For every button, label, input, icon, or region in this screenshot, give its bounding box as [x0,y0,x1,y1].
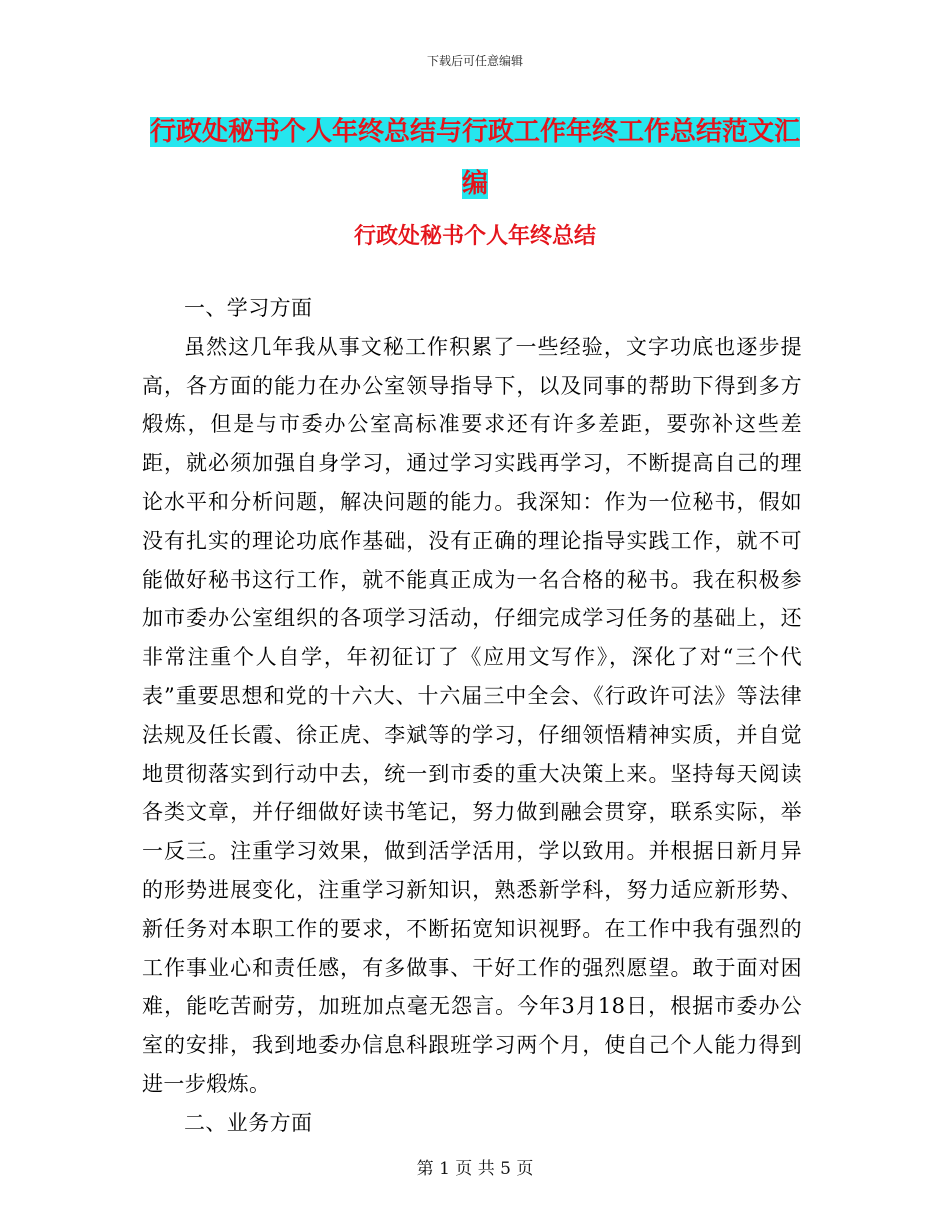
document-title-text: 行政处秘书个人年终总结与行政工作年终工作总结范文汇编 [149,117,800,199]
section-heading-business: 二、业务方面 [184,1110,313,1135]
document-body [142,289,802,1143]
paragraph-study: 虽然这几年我从事文秘工作积累了一些经验，文字功底也逐步提高，各方面的能力在办公室领导指导下，以及同事的帮助下得到多方煅炼，但是与市委办公室高标准要求还有许多差距，要弥补这些差距，就必须加强自身学习，通过学习实践再学习，不断提高自己的理论水平和分析问题，解决问题的能力。我深知：作为一位秘书，假如没有扎实的理论功底作基础，没有正确的理论指导实践工作，就不可能做好秘书这行工作，就不能真正成为一名合格的秘书。我在积极参加市委办公室组织的各项学习活动，仔细完成学习任务的基础上，还非常注重个人自学，年初征订了《应用文写作》，深化了对“三个代表”重要思想和党的十六大、十六届三中全会、《行政许可法》等法律法规及任长霞、徐正虎、李斌等的学习，仔细领悟精神实质，并自觉地贯彻落实到行动中去，统一到市委的重大决策上来。坚持每天阅读各类文章，并仔细做好读书笔记，努力做到融会贯穿，联系实际，举一反三。注重学习效果，做到活学活用，学以致用。并根据日新月异的形势进展变化，注重学习新知识，熟悉新学科，努力适应新形势、新任务对本职工作的要求，不断拓宽知识视野。在工作中我有强烈的工作事业心和责任感，有多做事、干好工作的强烈愿望。敢于面对困难，能吃苦耐劳，加班加点毫无怨言。今年3月18日，根据市委办公室的安排，我到地委办信息科跟班学习两个月，使自己个人能力得到进一步煅炼。 [142,334,802,1096]
section-heading-study: 一、学习方面 [184,296,313,320]
document-title [142,106,808,210]
page-number-footer: 第 1 页 共 5 页 [416,1159,534,1179]
section-title: 行政处秘书个人年终总结 [353,223,596,249]
page-header-note: 下载后可任意编辑 [426,54,523,68]
